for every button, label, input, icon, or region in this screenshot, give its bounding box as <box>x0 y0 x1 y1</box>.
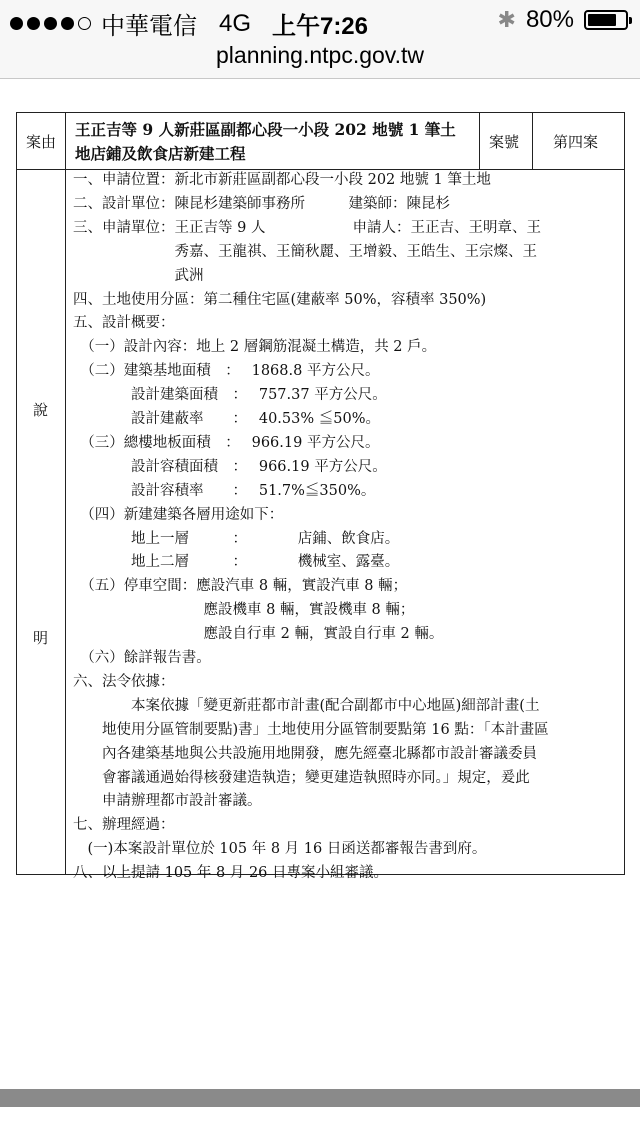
document-line: 六、法令依據： <box>73 673 175 690</box>
document-line: 武洲 <box>73 267 204 284</box>
document-line: 地上一層 ： 店鋪、飲食店。 <box>73 530 400 547</box>
document-line: 本案依據「變更新莊都市計畫(配合副都市中心地區)細部計畫(土 <box>73 697 540 714</box>
document-line: 七、辦理經過： <box>73 817 175 834</box>
document-line: 地使用分區管制要點)書」土地使用分區管制要點第 16 點：「本計畫區 <box>73 721 549 738</box>
document-line: （二）建築基地面積 ： 1868.8 平方公尺。 <box>73 363 380 380</box>
document-line: 設計容積率 ： 51.7%≦350%。 <box>73 482 376 499</box>
network-type: 4G <box>219 9 252 37</box>
document-line: 地上二層 ： 機械室、露臺。 <box>73 554 400 571</box>
case-no: 第四案 <box>553 133 599 151</box>
document-line: 五、設計概要： <box>73 315 175 332</box>
case-no-label: 案號 <box>489 133 520 151</box>
document-line: 會審議通過始得核發建造執造；變更建造執照時亦同。」規定，爰此 <box>73 769 530 786</box>
side-char-2: 明 <box>33 629 49 647</box>
bluetooth-icon: ✱ <box>497 7 516 32</box>
battery-icon <box>584 10 628 30</box>
document-line: 設計建築面積 ： 757.37 平方公尺。 <box>73 387 387 404</box>
document-line: (一)本案設計單位於 105 年 8 月 16 日函送都審報告書到府。 <box>73 841 487 858</box>
side-char-1: 說 <box>33 401 49 419</box>
document-line: （六）餘詳報告書。 <box>73 650 211 666</box>
document-line: 秀嘉、王龍祺、王簡秋麗、王增毅、王皓生、王宗燦、王 <box>73 243 537 260</box>
url-text[interactable]: planning.ntpc.gov.tw <box>216 42 424 68</box>
page-bottom-bar <box>0 1089 640 1107</box>
document-line: 三、申請單位：王正吉等 9 人 申請人：王正吉、王明章、王 <box>73 219 541 236</box>
document-line: （一）設計內容：地上 2 層鋼筋混凝土構造，共 2 戶。 <box>73 339 437 356</box>
document-line: （三）總樓地板面積 ： 966.19 平方公尺。 <box>73 434 380 451</box>
address-bar[interactable] <box>0 40 640 79</box>
document-line: 八、以上提請 105 年 8 月 26 日專案小組審議。 <box>73 865 389 882</box>
case-title <box>75 118 475 166</box>
document-table <box>16 112 625 882</box>
carrier-name: 中華電信 <box>101 13 197 40</box>
document-line: 內各建築基地與公共設施用地開發，應先經臺北縣都市設計審議委員 <box>73 745 537 762</box>
document-line: 四、土地使用分區：第二種住宅區(建蔽率 50%，容積率 350%) <box>73 291 487 308</box>
document-line: 應設機車 8 輛，實設機車 8 輛； <box>73 602 415 619</box>
case-title-line1: 王正吉等 9 人新莊區副都心段一小段 202 地號 1 筆土 <box>75 120 456 139</box>
document-line: （五）停車空間：應設汽車 8 輛，實設汽車 8 輛； <box>73 578 408 595</box>
document-line: 設計容積面積 ： 966.19 平方公尺。 <box>73 458 387 475</box>
document-line: 一、申請位置：新北市新莊區副都心段一小段 202 地號 1 筆土地 <box>73 172 491 188</box>
case-label: 案由 <box>26 133 57 151</box>
status-right <box>498 6 628 34</box>
document-line: 應設自行車 2 輛，實設自行車 2 輛。 <box>73 626 444 643</box>
battery-percent: 80% <box>525 6 574 33</box>
document-line: （四）新建建築各層用途如下： <box>73 506 284 523</box>
document-line: 設計建蔽率 ： 40.53% ≦50%。 <box>73 411 380 427</box>
clock: 上午7:26 <box>271 13 369 40</box>
explanation-column <box>17 169 66 874</box>
document-line: 申請辦理都市設計審議。 <box>73 793 262 810</box>
status-bar <box>0 0 640 40</box>
table-header-row <box>17 113 624 170</box>
document-line: 二、設計單位：陳昆杉建築師事務所 建築師：陳昆杉 <box>73 195 450 212</box>
case-title-line2: 地店鋪及飲食店新建工程 <box>75 144 246 163</box>
